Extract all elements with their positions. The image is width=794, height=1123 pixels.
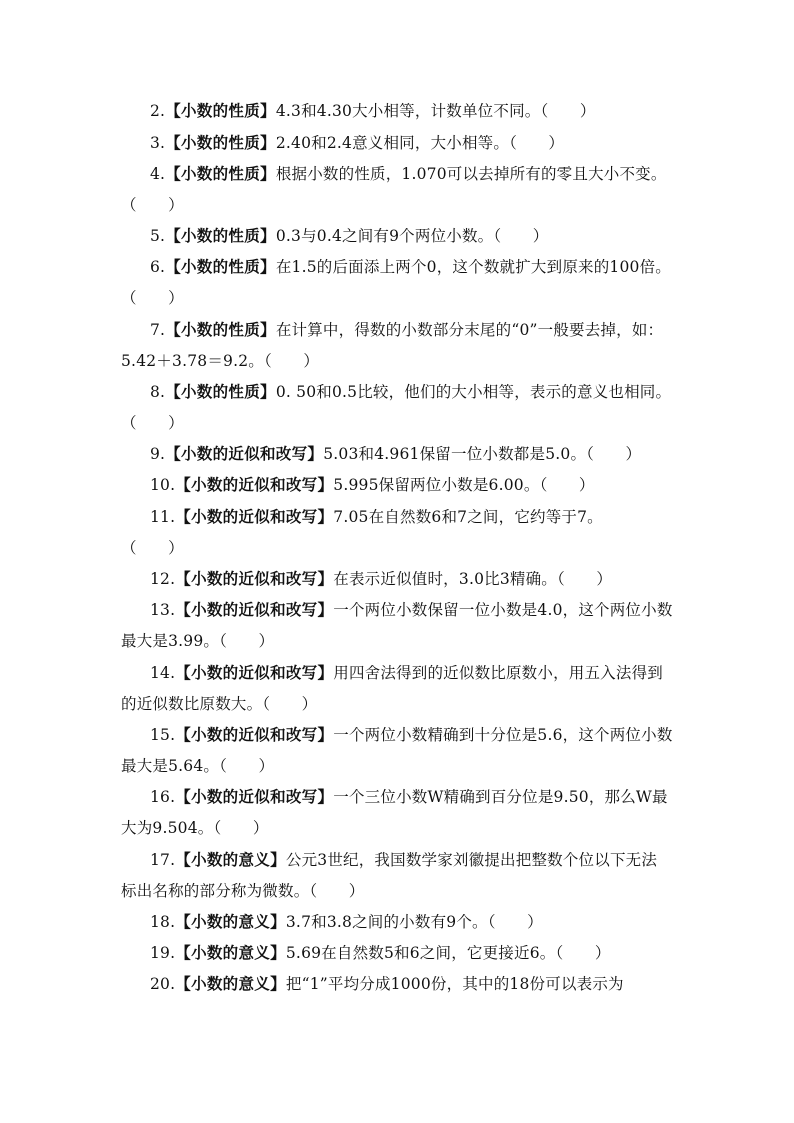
question-text: 0. 50和0.5比较，他们的大小相等，表示的意义也相同。 bbox=[275, 383, 672, 401]
question-4-continuation: （ ） bbox=[121, 196, 184, 214]
question-text: 5.03和4.961保留一位小数都是5.0。（ ） bbox=[323, 445, 642, 463]
question-text: 5.995保留两位小数是6.00。（ ） bbox=[333, 476, 595, 494]
question-tag: 【小数的意义】 bbox=[175, 943, 286, 962]
question-text: 一个三位小数W精确到百分位是9.50，那么W最 bbox=[333, 788, 668, 806]
question-number: 12. bbox=[150, 570, 176, 588]
question-text: 4.3和4.30大小相等，计数单位不同。（ ） bbox=[275, 102, 596, 120]
question-17 bbox=[0, 845, 794, 875]
question-13-continuation: 最大是3.99。（ ） bbox=[121, 632, 275, 650]
question-tag: 【小数的近似和改写】 bbox=[165, 444, 324, 463]
question-11 bbox=[0, 502, 794, 532]
question-tag: 【小数的近似和改写】 bbox=[175, 787, 334, 806]
question-text: 公元3世纪，我国数学家刘徽提出把整数个位以下无法 bbox=[285, 851, 658, 869]
question-number: 13. bbox=[150, 601, 176, 619]
question-number: 20. bbox=[150, 975, 176, 993]
question-9 bbox=[0, 439, 794, 469]
question-tag: 【小数的近似和改写】 bbox=[175, 569, 334, 588]
question-text: 在计算中，得数的小数部分末尾的“0”一般要去掉，如： bbox=[275, 321, 664, 339]
question-text: 7.05在自然数6和7之间，它约等于7。 bbox=[333, 508, 603, 526]
question-16 bbox=[0, 782, 794, 812]
question-number: 16. bbox=[150, 788, 176, 806]
question-16-continuation: 大为9.504。（ ） bbox=[121, 819, 269, 837]
question-number: 5. bbox=[150, 227, 166, 245]
question-tag: 【小数的性质】 bbox=[165, 382, 276, 401]
question-tag: 【小数的性质】 bbox=[165, 133, 276, 152]
question-15 bbox=[0, 720, 794, 750]
question-7-continuation: 5.42＋3.78＝9.2。（ ） bbox=[121, 352, 320, 370]
question-5 bbox=[0, 221, 794, 251]
question-15-continuation: 最大是5.64。（ ） bbox=[121, 757, 275, 775]
question-14-continuation: 的近似数比原数大。（ ） bbox=[121, 695, 318, 713]
question-text: 用四舍法得到的近似数比原数小，用五入法得到 bbox=[333, 664, 663, 682]
question-2 bbox=[0, 96, 794, 126]
question-tag: 【小数的意义】 bbox=[175, 850, 286, 869]
question-text: 0.3与0.4之间有9个两位小数。（ ） bbox=[275, 227, 549, 245]
question-text: 一个两位小数保留一位小数是4.0，这个两位小数 bbox=[333, 601, 673, 619]
question-8-continuation: （ ） bbox=[121, 414, 184, 432]
question-text: 5.69在自然数5和6之间，它更接近6。（ ） bbox=[285, 944, 611, 962]
question-number: 8. bbox=[150, 383, 166, 401]
question-3 bbox=[0, 128, 794, 158]
question-11-continuation: （ ） bbox=[121, 539, 184, 557]
question-tag: 【小数的近似和改写】 bbox=[175, 725, 334, 744]
question-number: 17. bbox=[150, 851, 176, 869]
question-number: 7. bbox=[150, 321, 166, 339]
question-number: 14. bbox=[150, 664, 176, 682]
question-number: 19. bbox=[150, 944, 176, 962]
question-text: 把“1”平均分成1000份，其中的18份可以表示为 bbox=[285, 975, 624, 993]
question-13 bbox=[0, 595, 794, 625]
question-number: 2. bbox=[150, 102, 166, 120]
question-8 bbox=[0, 377, 794, 407]
question-7 bbox=[0, 315, 794, 345]
question-14 bbox=[0, 658, 794, 688]
question-17-continuation: 标出名称的部分称为微数。（ ） bbox=[121, 882, 365, 900]
question-tag: 【小数的性质】 bbox=[165, 101, 276, 120]
question-number: 3. bbox=[150, 134, 166, 152]
question-tag: 【小数的意义】 bbox=[175, 974, 286, 993]
question-tag: 【小数的性质】 bbox=[165, 320, 276, 339]
question-number: 9. bbox=[150, 445, 166, 463]
question-12 bbox=[0, 564, 794, 594]
question-6 bbox=[0, 252, 794, 282]
question-tag: 【小数的性质】 bbox=[165, 226, 276, 245]
question-number: 4. bbox=[150, 165, 166, 183]
question-tag: 【小数的性质】 bbox=[165, 164, 276, 183]
question-text: 3.7和3.8之间的小数有9个。（ ） bbox=[285, 913, 543, 931]
question-tag: 【小数的近似和改写】 bbox=[175, 507, 334, 526]
question-number: 11. bbox=[150, 508, 176, 526]
question-number: 6. bbox=[150, 258, 166, 276]
question-4 bbox=[0, 159, 794, 189]
question-10 bbox=[0, 470, 794, 500]
question-6-continuation: （ ） bbox=[121, 289, 184, 307]
question-18 bbox=[0, 907, 794, 937]
question-number: 10. bbox=[150, 476, 176, 494]
question-text: 在1.5的后面添上两个0，这个数就扩大到原来的100倍。 bbox=[275, 258, 672, 276]
question-number: 18. bbox=[150, 913, 176, 931]
question-text: 根据小数的性质，1.070可以去掉所有的零且大小不变。 bbox=[275, 165, 667, 183]
question-text: 2.40和2.4意义相同，大小相等。（ ） bbox=[275, 134, 565, 152]
question-tag: 【小数的近似和改写】 bbox=[175, 475, 334, 494]
question-tag: 【小数的意义】 bbox=[175, 912, 286, 931]
question-tag: 【小数的性质】 bbox=[165, 257, 276, 276]
question-20 bbox=[0, 969, 794, 999]
question-tag: 【小数的近似和改写】 bbox=[175, 663, 334, 682]
question-19 bbox=[0, 938, 794, 968]
question-number: 15. bbox=[150, 726, 176, 744]
question-text: 在表示近似值时，3.0比3精确。（ ） bbox=[333, 570, 613, 588]
question-tag: 【小数的近似和改写】 bbox=[175, 600, 334, 619]
question-text: 一个两位小数精确到十分位是5.6，这个两位小数 bbox=[333, 726, 673, 744]
